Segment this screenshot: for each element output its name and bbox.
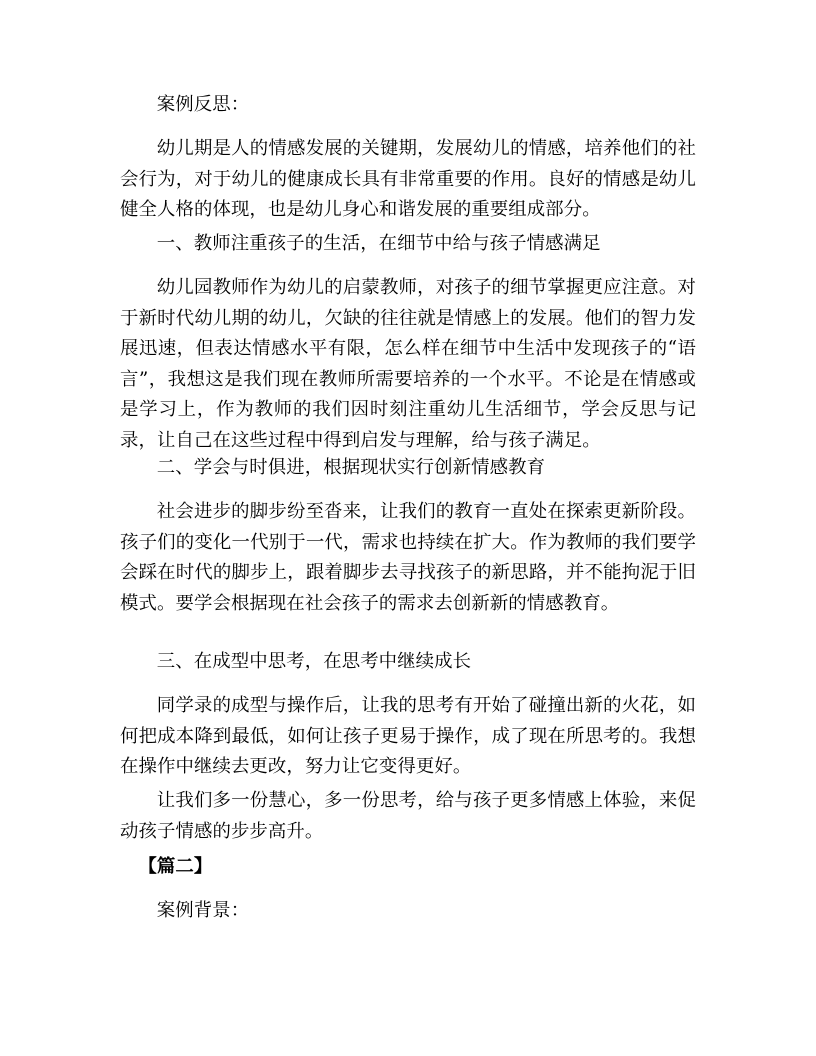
subheading-three: 三、在成型中思考，在思考中继续成长 (156, 651, 472, 672)
section-heading-background: 案例背景： (156, 900, 250, 921)
body-paragraph: 幼儿园教师作为幼儿的启蒙教师，对孩子的细节掌握更应注意。对于新时代幼儿期的幼儿，欠缺的往往就是情感上的发展。他们的智力发展迅速，但表达情感水平有限，怎么样在细节中生活中发现孩子的“语言”，我想这是我们现在教师所需要培养的一个水平。不论是在情感或是学习上，作为教师的我们因时刻注重幼儿生活细节，学会反思与记录，让自己在这些过程中得到启发与理解，给与孩子满足。 (120, 277, 696, 451)
section-heading-reflection: 案例反思： (156, 94, 250, 115)
subheading-two: 二、学会与时俱进，根据现状实行创新情感教育 (156, 457, 546, 478)
chapter-marker: 【篇二】 (138, 856, 213, 877)
body-paragraph: 幼儿期是人的情感发展的关键期，发展幼儿的情感，培养他们的社会行为，对于幼儿的健康成长具有非常重要的作用。良好的情感是幼儿健全人格的体现，也是幼儿身心和谐发展的重要组成部分。 (120, 138, 696, 220)
body-paragraph: 社会进步的脚步纷至沓来，让我们的教育一直处在探索更新阶段。孩子们的变化一代别于一代，需求也持续在扩大。作为教师的我们要学会踩在时代的脚步上，跟着脚步去寻找孩子的新思路，并不能拘泥于旧模式。要学会根据现在社会孩子的需求去创新新的情感教育。 (120, 501, 696, 614)
body-paragraph: 让我们多一份慧心，多一份思考，给与孩子更多情感上体验，来促动孩子情感的步步高升。 (120, 790, 696, 842)
body-paragraph: 同学录的成型与操作后，让我的思考有开始了碰撞出新的火花，如何把成本降到最低，如何让孩子更易于操作，成了现在所思考的。我想在操作中继续去更改，努力让它变得更好。 (120, 695, 696, 777)
subheading-one: 一、教师注重孩子的生活，在细节中给与孩子情感满足 (156, 233, 601, 254)
